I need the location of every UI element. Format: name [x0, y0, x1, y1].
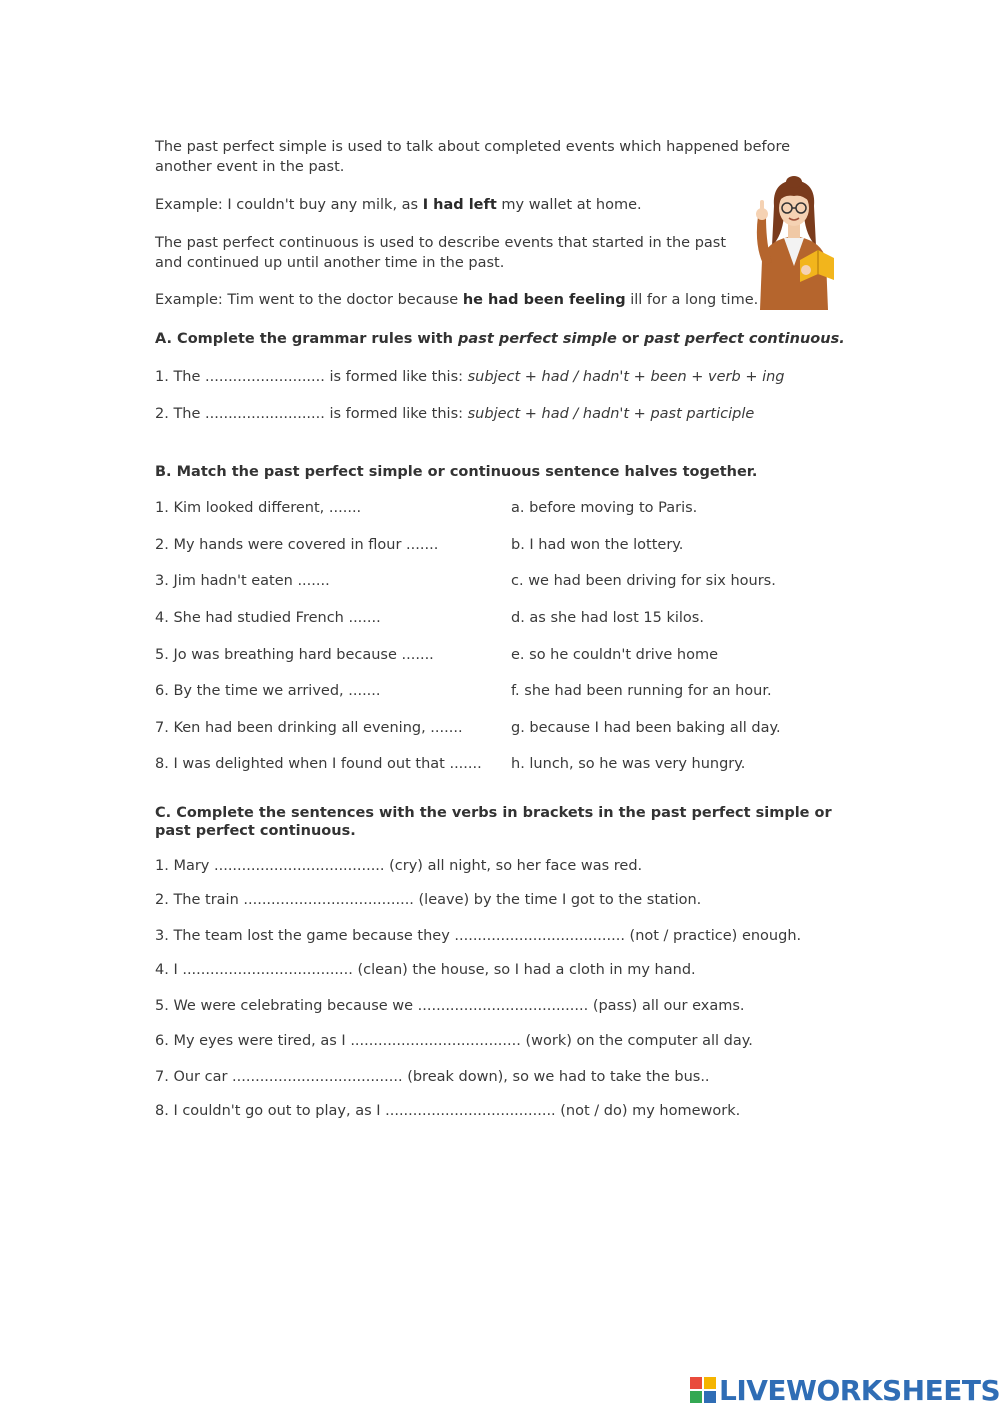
sentence-item: 3. The team lost the game because they ..................................... (not / practice) enough. [155, 928, 802, 944]
match-right-item: e. so he couldn't drive home [511, 647, 719, 663]
brand-name: LIVEWORKSHEETS [719, 1373, 1000, 1407]
sentence-item: 8. I couldn't go out to play, as I ..................................... (not / do) my homework. [155, 1103, 741, 1119]
section-a-heading: A. Complete the grammar rules with past perfect simple or past perfect continuous. [155, 331, 845, 347]
match-right-item: c. we had been driving for six hours. [511, 573, 776, 589]
match-right-item: b. I had won the lottery. [511, 537, 684, 553]
match-left-item: 2. My hands were covered in flour ....... [155, 537, 439, 553]
match-left-item: 5. Jo was breathing hard because ....... [155, 647, 434, 663]
sentence-item: 5. We were celebrating because we ..................................... (pass) all our exams. [155, 998, 745, 1014]
match-left-item: 7. Ken had been drinking all evening, ....... [155, 720, 463, 736]
section-b-heading: B. Match the past perfect simple or continuous sentence halves together. [155, 464, 758, 480]
example-2: Example: Tim went to the doctor because he had been feeling ill for a long time. [155, 292, 759, 308]
grammar-rule-1: 1. The .......................... is formed like this: subject + had / hadn't + been + verb + ing [155, 369, 785, 385]
intro-past-perfect-continuous: The past perfect continuous is used to describe events that started in the past and continued up until another time in the past. [155, 235, 727, 271]
sentence-item: 7. Our car ..................................... (break down), so we had to take the bus.. [155, 1069, 710, 1085]
match-left-item: 4. She had studied French ....... [155, 610, 381, 626]
sentence-item: 4. I ..................................... (clean) the house, so I had a cloth in my hand. [155, 962, 696, 978]
match-left-item: 8. I was delighted when I found out that ....... [155, 756, 482, 772]
liveworksheets-logo [690, 1372, 1000, 1408]
match-left-item: 6. By the time we arrived, ....... [155, 683, 381, 699]
grammar-rule-2: 2. The .......................... is formed like this: subject + had / hadn't + past participle [155, 406, 755, 422]
match-right-item: f. she had been running for an hour. [511, 683, 772, 699]
match-left-item: 1. Kim looked different, ....... [155, 500, 362, 516]
brand-mark-icon [690, 1377, 716, 1403]
sentence-item: 6. My eyes were tired, as I ..................................... (work) on the computer all day. [155, 1033, 753, 1049]
example-1: Example: I couldn't buy any milk, as I had left my wallet at home. [155, 197, 642, 213]
teacher-illustration [744, 176, 840, 310]
match-right-item: a. before moving to Paris. [511, 500, 698, 516]
match-right-item: d. as she had lost 15 kilos. [511, 610, 704, 626]
intro-past-perfect-simple: The past perfect simple is used to talk about completed events which happened before another event in the past. [155, 139, 791, 175]
match-left-item: 3. Jim hadn't eaten ....... [155, 573, 330, 589]
match-right-item: g. because I had been baking all day. [511, 720, 781, 736]
match-right-item: h. lunch, so he was very hungry. [511, 756, 746, 772]
section-c-heading: C. Complete the sentences with the verbs in brackets in the past perfect simple or past perfect continuous. [155, 805, 832, 839]
sentence-item: 1. Mary ..................................... (cry) all night, so her face was red. [155, 858, 643, 874]
sentence-item: 2. The train ..................................... (leave) by the time I got to the station. [155, 892, 702, 908]
